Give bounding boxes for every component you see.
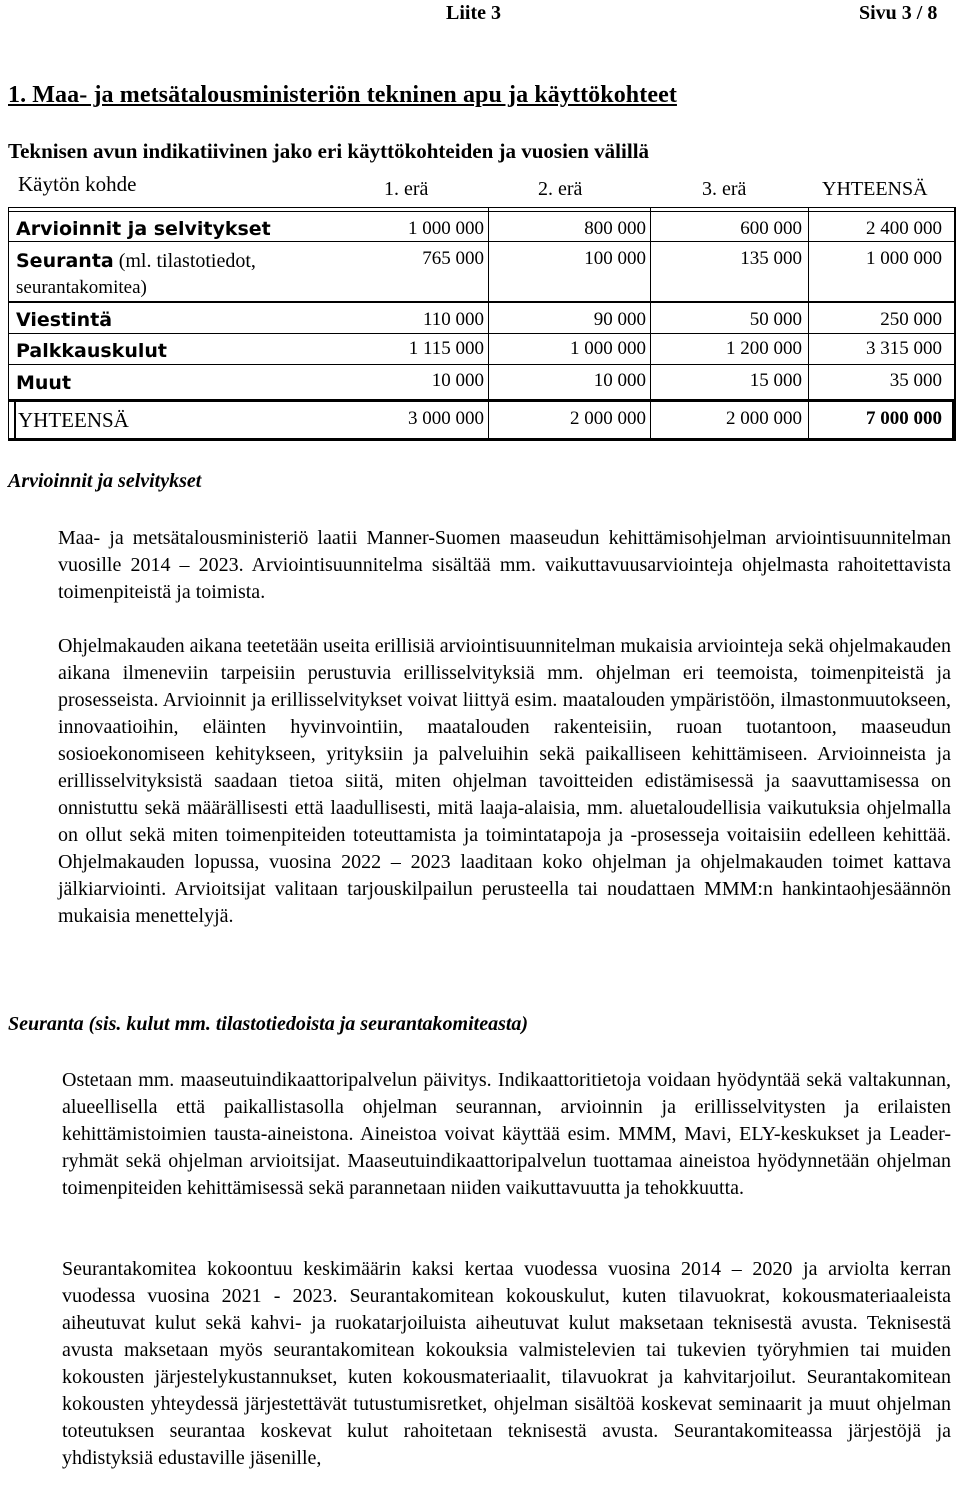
section-title-evaluations: Arvioinnit ja selvitykset	[8, 470, 202, 492]
cell-total: 35 000	[889, 370, 942, 391]
row-label-monitoring-main: Seuranta	[16, 250, 114, 272]
row-label-salaries: Palkkauskulut	[16, 340, 167, 362]
page-number: Sivu 3 / 8	[859, 2, 938, 24]
table-divider	[8, 364, 956, 365]
col-header-installment-2: 2. erä	[538, 178, 583, 200]
row-label-total: YHTEENSÄ	[18, 408, 129, 432]
table-caption: Teknisen avun indikatiivinen jako eri käyttökohteiden ja vuosien välillä	[8, 139, 650, 163]
cell-value: 3 000 000	[408, 408, 484, 429]
cell-total: 250 000	[880, 309, 942, 330]
col-header-installment-1: 1. erä	[384, 178, 429, 200]
col-header-installment-3: 3. erä	[702, 178, 747, 200]
cell-value: 100 000	[584, 248, 646, 269]
cell-value: 110 000	[422, 309, 484, 330]
row-label-other: Muut	[16, 372, 72, 394]
row-label-communication: Viestintä	[16, 309, 113, 331]
col-header-total: YHTEENSÄ	[822, 178, 928, 200]
row-label-monitoring	[16, 250, 256, 272]
section-title-monitoring: Seuranta (sis. kulut mm. tilastotiedoista ja seurantakomiteasta)	[8, 1013, 529, 1035]
table-border	[808, 208, 809, 441]
row-label-evaluations: Arvioinnit ja selvitykset	[16, 218, 271, 240]
table-border	[14, 402, 16, 438]
cell-value: 1 000 000	[408, 218, 484, 239]
cell-value: 1 115 000	[408, 338, 484, 359]
table-divider	[8, 333, 956, 334]
paragraph: Maa- ja metsätalousministeriö laatii Manner-Suomen maaseudun kehittämisohjelman arviointisuunnitelman vuosille 2014 – 2023. Arviointisuunnitelma sisältää mm. vaikuttavuusarviointeja ohjelmasta rahoitettavista toimenpiteistä ja toimista.	[58, 527, 951, 603]
paragraph: Ostetaan mm. maaseutuindikaattoripalvelun päivitys. Indikaattoritietoja voidaan hyödyntää sekä valtakunnan, alueellisella että paikallistasolla ohjelman seurannan, arvioinnin ja erillisselvitysten ja erilaisten kehittämistoimien tausta-aineistona. Aineistoa voivat käyttää esim. MMM, Mavi, ELY-keskukset ja Leader-ryhmät sekä ohjelman arvioitsijat. Maaseutuindikaattoripalvelun tuottamaa aineistoa hyödynnetään ohjelman toimenpiteiden kehittämisessä sekä parannetaan niiden vaikuttavuutta ja tehokkuutta.	[62, 1069, 951, 1199]
budget-table	[8, 170, 956, 440]
row-label-monitoring-line2: seurantakomitea)	[16, 277, 147, 298]
cell-value: 2 000 000	[726, 408, 802, 429]
attachment-label: Liite 3	[446, 2, 501, 24]
section-body	[62, 1067, 951, 1202]
cell-value: 1 000 000	[570, 338, 646, 359]
table-divider	[8, 207, 956, 208]
section-body	[62, 1256, 951, 1472]
cell-value: 765 000	[422, 248, 484, 269]
cell-value: 15 000	[749, 370, 802, 391]
cell-grand-total: 7 000 000	[866, 408, 942, 429]
col-header-usage: Käytön kohde	[18, 172, 137, 196]
table-divider	[8, 211, 956, 212]
cell-total: 3 315 000	[866, 338, 942, 359]
cell-value: 90 000	[593, 309, 646, 330]
cell-value: 800 000	[584, 218, 646, 239]
table-divider	[8, 241, 956, 242]
cell-total: 1 000 000	[866, 248, 942, 269]
paragraph: Ohjelmakauden aikana teetetään useita erillisiä arviointisuunnitelman mukaisia arviointeja sekä ohjelmakauden aikana ilmeneviin tarpeisiin perustuvia erillisselvityksiä mm. ohjelman eri teemoista, toimenpiteistä ja prosesseista. Arvioinnit ja erillisselvitykset voivat liittyä esim. maatalouden ympäristöön, ilmastonmuutokseen, innovaatioihin, eläinten hyvinvointiin, maatalouden rakenteisiin, ruoan tuotantoon, maaseudun sosioekonomiseen kehitykseen, yrityksiin ja palveluihin sekä paikalliseen kehittämiseen. Arvioinneista ja erillisselvityksistä saadaan tietoa siitä, miten ohjelman tavoitteiden edistämisessä ja saavuttamisessa on onnistuttu sekä määrällisesti että laadullisesti, mitä laaja-alaisia, mm. aluetaloudellisia vaikutuksia ohjelmalla on ollut sekä miten toimenpiteiden toteuttamista ja toimintatapoja ja -prosesseja voitaisiin edelleen kehittää. Ohjelmakauden lopussa, vuosina 2022 – 2023 laaditaan koko ohjelman ja ohjelmakauden toimet kattava jälkiarviointi. Arvioitsijat valitaan tarjouskilpailun perusteella tai noudattaen MMM:n hankintaohjesäännön mukaisia menettelyjä.	[58, 635, 951, 927]
table-divider	[8, 301, 956, 303]
cell-value: 10 000	[593, 370, 646, 391]
cell-value: 50 000	[749, 309, 802, 330]
cell-value: 600 000	[740, 218, 802, 239]
cell-value: 2 000 000	[570, 408, 646, 429]
table-border	[952, 402, 954, 438]
table-divider	[8, 438, 956, 441]
page-heading: 1. Maa- ja metsätalousministeriön tekninen apu ja käyttökohteet	[8, 82, 677, 108]
table-border	[650, 208, 651, 441]
row-label-monitoring-detail: (ml. tilastotiedot,	[113, 250, 256, 272]
section-body	[58, 525, 951, 606]
paragraph: Seurantakomitea kokoontuu keskimäärin kaksi kertaa vuodessa vuosina 2014 – 2020 ja arviolta kerran vuodessa vuosina 2021 - 2023. Seurantakomitean kokouskulut, kuten tilavuokrat, kokousmateriaaleista aiheutuvat kulut sekä kahvi- ja ruokatarjoiluista aiheutuvat kulut maksetaan teknisestä avusta. Teknisestä avusta maksetaan myös seurantakomitean kokouksia valmistelevien tai tukevien työryhmien tai muiden kokousten järjestelykustannukset, kuten kokousmateriaalit, tilavuokrat ja kahvitarjoilut. Seurantakomitean kokousten yhteydessä järjestettävät tutustumisretket, ohjelman sisältöä koskevat seminaarit ja muut ohjelman toteutuksen seurantaa koskevat kulut rahoitetaan teknisestä avusta. Seurantakomiteassa järjestöjä ja yhdistyksiä edustaville jäsenille,	[62, 1258, 951, 1469]
cell-total: 2 400 000	[866, 218, 942, 239]
cell-value: 1 200 000	[726, 338, 802, 359]
section-body	[58, 633, 951, 930]
table-border	[488, 208, 489, 441]
cell-value: 135 000	[740, 248, 802, 269]
table-border	[8, 208, 9, 441]
table-divider	[8, 399, 956, 402]
table-border	[954, 208, 956, 441]
cell-value: 10 000	[431, 370, 484, 391]
